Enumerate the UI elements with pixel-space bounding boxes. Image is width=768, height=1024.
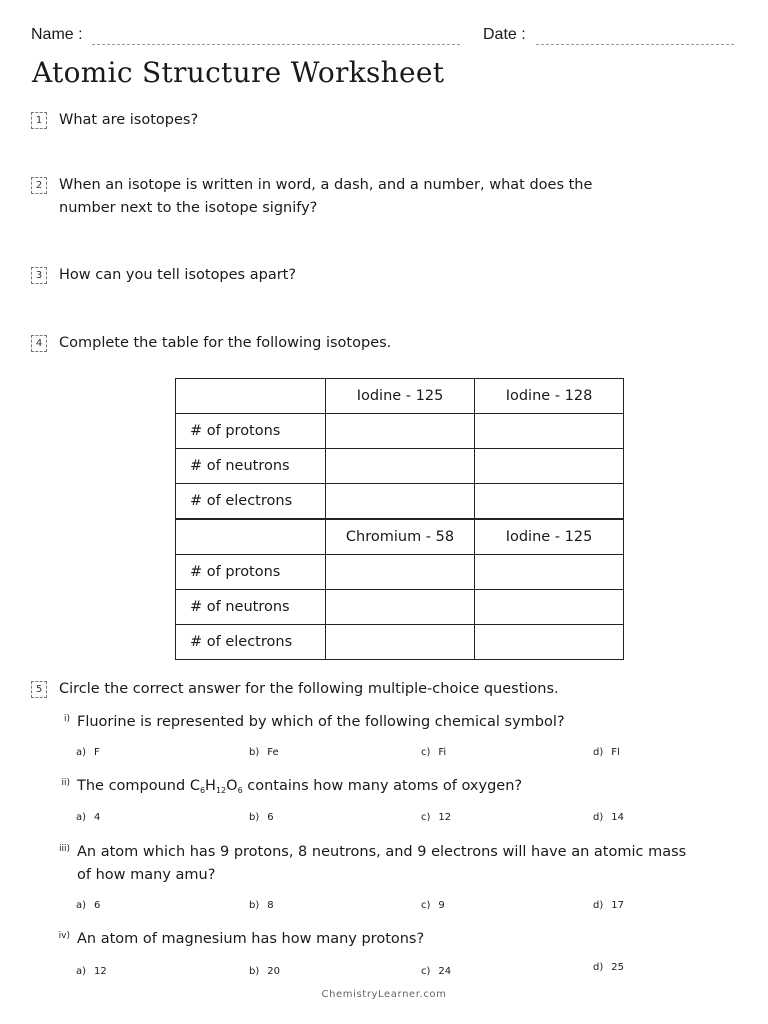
answer-cell[interactable] [475, 555, 624, 590]
answer-cell[interactable] [326, 625, 475, 660]
answer-option[interactable]: d) 17 [593, 900, 624, 911]
answer-cell[interactable] [475, 590, 624, 625]
row-label: # of protons [176, 555, 326, 590]
answer-option[interactable]: a) 6 [76, 900, 101, 911]
mcq-text: An atom of magnesium has how many protons? [77, 931, 425, 947]
table-row [176, 414, 624, 449]
question-number: 3 [31, 267, 47, 284]
row-label: # of electrons [176, 625, 326, 660]
question-text: Circle the correct answer for the following multiple-choice questions. [59, 681, 559, 697]
table-row [176, 449, 624, 484]
table-header-row [176, 519, 624, 555]
answer-option[interactable]: b) 8 [249, 900, 274, 911]
answer-option[interactable]: c) 24 [421, 966, 452, 977]
answer-option[interactable]: c) 9 [421, 900, 445, 911]
row-label: # of neutrons [176, 590, 326, 625]
answer-option[interactable]: d) 14 [593, 812, 624, 823]
table-cell [176, 379, 326, 414]
mcq-2-options [76, 812, 676, 828]
answer-option[interactable]: b) 6 [249, 812, 274, 823]
table-row [176, 590, 624, 625]
answer-cell[interactable] [475, 414, 624, 449]
table-header-cell: Iodine - 128 [475, 379, 624, 414]
mcq-numeral: iv) [58, 931, 70, 941]
question-text-line1: When an isotope is written in word, a dash, and a number, what does the [59, 177, 593, 193]
mcq-4-options [76, 962, 676, 982]
mcq-numeral: i) [63, 714, 70, 724]
answer-cell[interactable] [326, 555, 475, 590]
answer-option[interactable]: c) Fi [421, 747, 447, 758]
answer-option[interactable]: d) Fl [593, 747, 620, 758]
row-label: # of electrons [176, 484, 326, 520]
table-row [176, 484, 624, 520]
page-title: Atomic Structure Worksheet [32, 56, 445, 89]
question-text: How can you tell isotopes apart? [59, 267, 297, 283]
mcq-text: The compound $C_6H_{12}O_6$ contains how many atoms of oxygen? [77, 778, 523, 795]
date-field[interactable] [536, 44, 734, 45]
mcq-text: An atom which has 9 protons, 8 neutrons, and 9 electrons will have an atomic mass of how many amu? [77, 844, 687, 883]
mcq-1-options [76, 747, 676, 763]
table-header-cell: Chromium - 58 [326, 519, 475, 555]
answer-cell[interactable] [475, 449, 624, 484]
question-text: What are isotopes? [59, 112, 199, 128]
date-label: Date : [483, 26, 526, 43]
answer-cell[interactable] [475, 484, 624, 520]
answer-option[interactable]: c) 12 [421, 812, 452, 823]
answer-cell[interactable] [326, 414, 475, 449]
mcq-numeral: iii) [58, 844, 70, 854]
question-number: 4 [31, 335, 47, 352]
answer-cell[interactable] [326, 590, 475, 625]
answer-cell[interactable] [475, 625, 624, 660]
table-row [176, 555, 624, 590]
table-cell [176, 519, 326, 555]
row-label: # of protons [176, 414, 326, 449]
table-header-row [176, 379, 624, 414]
name-field[interactable] [92, 44, 460, 45]
question-text-line2: number next to the isotope signify? [59, 200, 318, 216]
table-header-cell: Iodine - 125 [326, 379, 475, 414]
question-text [59, 174, 592, 220]
mcq-3-options [76, 900, 676, 916]
question-text: Complete the table for the following isotopes. [59, 335, 392, 351]
isotope-table [175, 378, 624, 660]
mcq-text: Fluorine is represented by which of the following chemical symbol? [77, 714, 565, 730]
answer-option[interactable]: a) 4 [76, 812, 101, 823]
answer-cell[interactable] [326, 484, 475, 520]
answer-option[interactable]: b) Fe [249, 747, 279, 758]
answer-option[interactable]: a) F [76, 747, 100, 758]
row-label: # of neutrons [176, 449, 326, 484]
question-number: 5 [31, 681, 47, 698]
name-label: Name : [31, 26, 83, 43]
table-header-cell: Iodine - 125 [475, 519, 624, 555]
question-number: 1 [31, 112, 47, 129]
answer-option[interactable]: b) 20 [249, 966, 280, 977]
question-number: 2 [31, 177, 47, 194]
footer-credit: ChemistryLearner.com [321, 989, 447, 1000]
answer-option[interactable]: d) 25 [593, 962, 624, 973]
answer-option[interactable]: a) 12 [76, 966, 107, 977]
table-row [176, 625, 624, 660]
mcq-numeral: ii) [61, 778, 70, 788]
answer-cell[interactable] [326, 449, 475, 484]
